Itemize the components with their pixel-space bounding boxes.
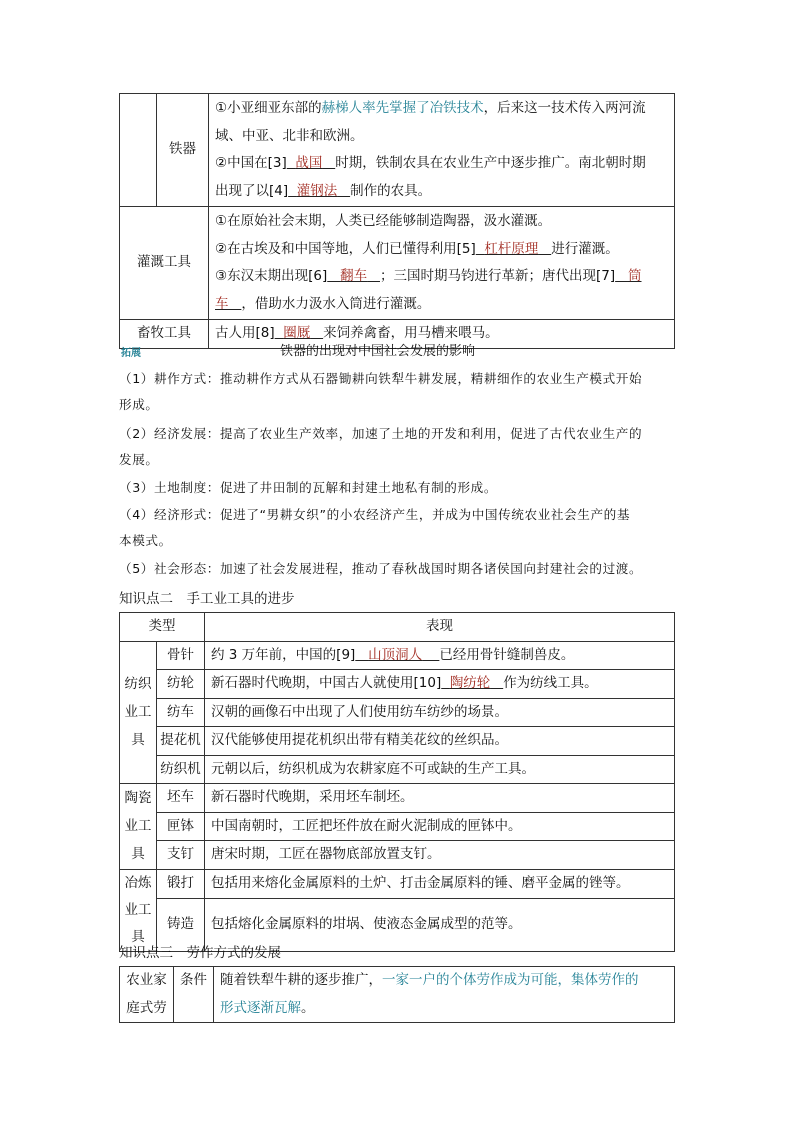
tool-desc: 唐宋时期，工匠在器物底部放置支钉。 [205,841,675,870]
tool-desc: 约 3 万年前，中国的[9] 山顶洞人 已经用骨针缝制兽皮。 [205,641,675,670]
answer-blank: 筒 [627,268,642,284]
row-label-irrigation: 灌溉工具 [120,207,209,320]
extension-p4a: （4）经济形式：促进了“男耕女织”的小农经济产生，并成为中国传统农业社会生产的基 [119,507,631,522]
category-smelting: 冶炼 业工 具 [120,869,157,951]
tool-name: 骨针 [157,641,205,670]
labor-table [119,966,675,1023]
table-row [120,812,675,841]
table-row [120,869,675,898]
answer-blank: 杠杆原理 [484,240,539,257]
tool-desc: 元朝以后，纺织机成为农耕家庭不可或缺的生产工具。 [205,755,675,784]
table-header-row [120,613,675,642]
craft-tools-table [119,612,675,952]
iron-content: ①小亚细亚东部的赫梯人率先掌握了冶铁技术，后来这一技术传入两河流 域、中亚、北非和欧洲。 ②中国在[3] 战国 时期，铁制农具在农业生产中逐步推广。南北朝时期 出现了以[4] 灌钢法 制作的农具。 [209,94,675,207]
category-family-labor: 农业家 庭式劳 [120,967,174,1023]
agri-tools-table [119,93,675,349]
col-header-perf: 表现 [205,613,675,642]
extension-title: 铁器的出现对中国社会发展的影响 [280,344,476,359]
answer-blank: 陶纺轮 [449,675,491,691]
answer-blank: 圈厩 [283,325,311,341]
table-row [120,784,675,813]
section3-heading: 知识点三 劳作方式的发展 [119,945,281,961]
tool-name: 纺织机 [157,755,205,784]
tool-desc: 汉朝的画像石中出现了人们使用纺车纺纱的场景。 [205,698,675,727]
answer-blank: 山顶洞人 [368,646,423,663]
tool-name: 锻打 [157,869,205,898]
table-row [120,727,675,756]
table-row [120,967,675,1023]
animal-content: 古人用[8] 圈厩 来饲养禽畜，用马槽来喂马。 [209,320,675,349]
table-row [120,698,675,727]
answer-blank: 翻车 [340,268,368,284]
extension-p5: （5）社会形态：加速了社会发展进程，推动了春秋战国时期各诸侯国向封建社会的过渡。 [119,561,643,576]
irrigation-content: ①在原始社会末期，人类已经能够制造陶器，汲水灌溉。 ②在古埃及和中国等地，人们已懂得利用[5] 杠杆原理 进行灌溉。 ③东汉末期出现[6] 翻车 ；三国时期马钧进行革新；唐代出现[7] 筒 车 ，借助水力汲水入筒进行灌溉。 [209,207,675,320]
table-row [120,94,675,207]
table-row [120,207,675,320]
condition-label: 条件 [174,967,214,1023]
tool-desc: 包括熔化金属原料的坩埚、使液态金属成型的范等。 [205,898,675,951]
extension-p1a: （1）耕作方式：推动耕作方式从石器锄耕向铁犁牛耕发展，精耕细作的农业生产模式开始 [119,371,643,386]
tool-name: 铸造 [157,898,205,951]
tool-desc: 新石器时代晚期，中国古人就使用[10] 陶纺轮 作为纺线工具。 [205,670,675,699]
tool-desc: 新石器时代晚期，采用坯车制坯。 [205,784,675,813]
highlight-text: 形式逐渐瓦解 [220,999,301,1016]
category-textile: 纺织 业工 具 [120,641,157,784]
answer-blank: 车 [215,295,229,312]
table-row [120,755,675,784]
tool-name: 支钉 [157,841,205,870]
row-label-iron: 铁器 [157,94,209,207]
tool-desc: 中国南朝时，工匠把坯件放在耐火泥制成的匣钵中。 [205,812,675,841]
tool-desc: 汉代能够使用提花机织出带有精美花纹的丝织品。 [205,727,675,756]
table-row [120,670,675,699]
highlight-text: 赫梯人率先掌握了冶铁技术 [321,100,484,116]
extension-p4b: 本模式。 [119,533,172,548]
section2-heading: 知识点二 手工业工具的进步 [119,591,295,607]
extension-p1b: 形成。 [119,397,159,412]
table-row [120,641,675,670]
extension-p2b: 发展。 [119,452,159,467]
table-row [120,841,675,870]
tool-name: 匣钵 [157,812,205,841]
tool-name: 纺轮 [157,670,205,699]
tool-name: 提花机 [157,727,205,756]
category-ceramic: 陶瓷 业工 具 [120,784,157,870]
tool-name: 纺车 [157,698,205,727]
row-label-animal: 畜牧工具 [120,320,209,349]
tool-name: 坯车 [157,784,205,813]
answer-blank: 战国 [295,155,323,171]
answer-blank: 灌钢法 [296,182,338,199]
extension-tag: 拓展 [121,348,141,359]
condition-content: 随着铁犁牛耕的逐步推广，一家一户的个体劳作成为可能，集体劳作的 形式逐渐瓦解。 [214,967,675,1023]
col-header-type: 类型 [120,613,205,642]
extension-p2a: （2）经济发展：提高了农业生产效率，加速了土地的开发和利用，促进了古代农业生产的 [119,426,643,441]
tool-desc: 包括用来熔化金属原料的土炉、打击金属原料的锤、磨平金属的锉等。 [205,869,675,898]
highlight-text: 一家一户的个体劳作成为可能，集体劳作的 [382,972,639,988]
extension-p3: （3）土地制度：促进了井田制的瓦解和封建土地私有制的形成。 [119,480,498,495]
